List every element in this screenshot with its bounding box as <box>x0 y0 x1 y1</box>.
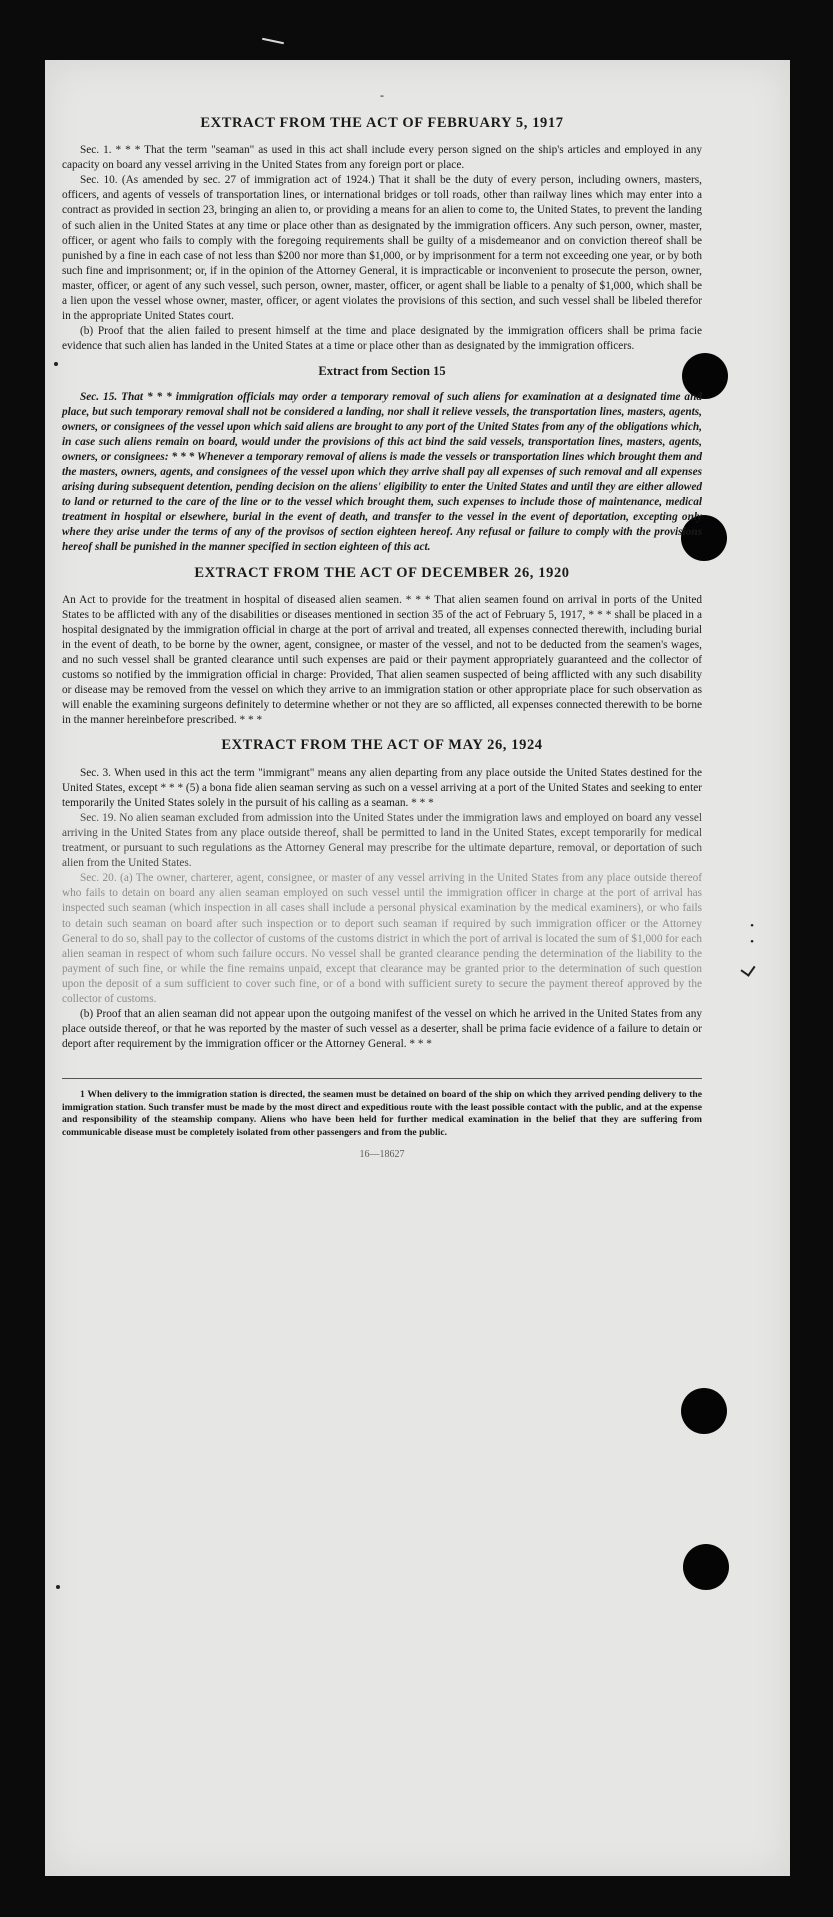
section-heading: Extract from Section 15 <box>318 364 446 379</box>
paragraph: Sec. 19. No alien seaman excluded from admission into the United States under the immigration laws and employed on board any vessel arriving in the United States from any place outside thereof, shall be permitted to land in the United States, except temporarily for medical treatment, or pursuant to such regulations as the Attorney General may prescribe for the ultimate departure, removal, or deportation of such alien from the United States. <box>62 811 702 870</box>
section-heading: EXTRACT FROM THE ACT OF DECEMBER 26, 1920 <box>194 564 570 581</box>
document-content <box>62 88 702 1162</box>
footnote-text: When delivery to the immigration station is directed, the seamen must be detained on board of the ship on which they arrived pending delivery to the immigration station. Such transfer must be made by the most direct and expeditious route with the least possible contact with the public, and at the expense and responsibility of the steamship company. Aliens who have been held for further medical examination in the belief that they are suffering from communicable disease must be completely isolated from other passengers and from the public. <box>62 1089 702 1138</box>
paragraph-faded: Sec. 20. (a) The owner, charterer, agent, consignee, or master of any vessel arriving in the United States from any place outside thereof who fails to detain on board any alien seaman employed on such vessel until the immigration officer in charge at the port of arrival has inspected such seaman (which inspection in all cases shall include a personal physical examination by the medical examiners), or who fails to detain such seaman on board after such inspection or to deport such seaman if required by such immigration officer or the Attorney General to do so, shall pay to the collector of customs of the customs district in which the port of arrival is located the sum of $1,000 for each alien seaman in respect of whom such failure occurs. No vessel shall be granted clearance pending the determination of the liability to the payment of such fine, or while the fine remains unpaid, except that clearance may be granted prior to the determination of such question upon the deposit of a sum sufficient to cover such fine, or of a bond with sufficient surety to secure the payment thereof approved by the collector of customs. <box>62 872 702 1005</box>
page-number: 16—18627 <box>359 1148 405 1160</box>
footnote <box>62 1078 702 1139</box>
paragraph: (b) Proof that the alien failed to present himself at the time and place designated by the immigration officers shall be prima facie evidence that such alien has landed in the United States at a time or place other than as designated by the immigration officers. <box>62 325 702 353</box>
margin-dot <box>54 362 58 366</box>
section-heading: EXTRACT FROM THE ACT OF FEBRUARY 5, 1917 <box>200 115 564 131</box>
film-edge-mark <box>262 38 284 45</box>
section-heading: EXTRACT FROM THE ACT OF MAY 26, 1924 <box>221 737 543 754</box>
paragraph: Sec. 15. That * * * immigration officials may order a temporary removal of such aliens for examination at a designated time and place, but such temporary removal shall not be considered a landing, nor shall it relieve vessels, the transportation lines, masters, agents, owners, or consignees of the vessel upon which said aliens are brought to any port of the United States from any of the obligations which, in case such aliens remain on board, would under the provisions of this act bind the said vessels, transportation lines, masters, agents, owners, or consignees: * * * Whenever a temporary removal of aliens is made the vessels or transportation lines which brought them and the masters, owners, agents, and consignees of the vessel upon which they arrive shall pay all expenses of such removal and all expenses arising during subsequent detention, pending decision on the aliens' eligibility to enter the United States and until they are either allowed to land or returned to the care of the line or to the vessel which brought them, such expenses to include those of maintenance, medical treatment in hospital or elsewhere, burial in the event of death, and transfer to the vessel in the event of deportation, excepting only where they arise under the terms of any of the provisos of section eighteen hereof. Any refusal or failure to comply with the provisions hereof shall be punished in the manner specified in section eighteen of this act. <box>62 390 702 554</box>
paragraph: (b) Proof that an alien seaman did not appear upon the outgoing manifest of the vessel on which he arrived in the United States from any place outside thereof, or that he was reported by the master of such vessel as a deserter, shall be prima facie evidence of a failure to detain or deport after requirement by the immigration officer or the Attorney General. * * * <box>62 1008 702 1051</box>
paragraph: An Act to provide for the treatment in hospital of diseased alien seamen. * * * That alien seamen found on arrival in ports of the United States to be afflicted with any of the disabilities or diseases mentioned in section 35 of the act of February 5, 1917, * * * shall be placed in a hospital designated by the immigration official in charge at the port of arrival and treated, all expenses connected therewith, including burial in the event of death, to be borne by the owner, agent, consignee, or master of the vessel, and not to be deducted from the seamen's wages, and no such vessel shall be granted clearance until such expenses are paid or their payment appropriately guaranteed and the collector of customs so notified by the immigration official in charge: Provided, That alien seamen suspected of being afflicted with any such disability or disease may be removed from the vessel on which they arrive to an immigration station or other appropriate place for such observation as will enable the examining surgeons definitely to determine whether or not they are so afflicted, all expenses connected therewith to be borne in the manner hereinbefore prescribed. * * * <box>62 593 702 727</box>
paragraph: Sec. 1. * * * That the term "seaman" as used in this act shall include every person signed on the ship's articles and employed in any capacity on board any vessel arriving in the United States from any foreign port or place. <box>62 144 702 172</box>
footnote-marker: 1 <box>80 1089 85 1101</box>
paragraph: Sec. 3. When used in this act the term "immigrant" means any alien departing from any place outside the United States destined for the United States, except * * * (5) a bona fide alien seaman serving as such on a vessel arriving at a port of the United States and seeking to enter temporarily the United States solely in the pursuit of his calling as a seaman. * * * <box>62 766 702 809</box>
paragraph: Sec. 10. (As amended by sec. 27 of immigration act of 1924.) That it shall be the duty of every person, including owners, masters, officers, and agents of vessels of transportation lines, or international bridges or toll roads, other than railway lines which may enter into a contract as provided in section 23, bringing an alien to, or providing a means for an alien to come to, the United States, to prevent the landing of such alien in the United States at any time or place other than as designated by the immigration officers. Any such person, owner, master, officer, or agent who fails to comply with the foregoing requirements shall be guilty of a misdemeanor and on conviction thereof shall be punished by a fine in each case of not less than $200 nor more than $1,000, or by imprisonment for a term not exceeding one year, or by both such fine and imprisonment; or, if in the opinion of the Attorney General, it is impracticable or inconvenient to prosecute the person, owner, master, officer, or agent of any such vessel, such person, owner, master, officer, or agent shall be liable to a penalty of $1,000, which shall be a lien upon the vessel whose owner, master, officer, or agent violates the provisions of this section, and such vessel shall be libeled therefor in the appropriate United States court. <box>62 174 702 323</box>
top-mark: - <box>380 88 384 102</box>
italic-extract <box>62 390 702 556</box>
punch-hole <box>681 1388 727 1434</box>
punch-hole <box>683 1544 729 1590</box>
margin-dot <box>56 1585 60 1589</box>
margin-marks: • • <box>750 920 754 948</box>
